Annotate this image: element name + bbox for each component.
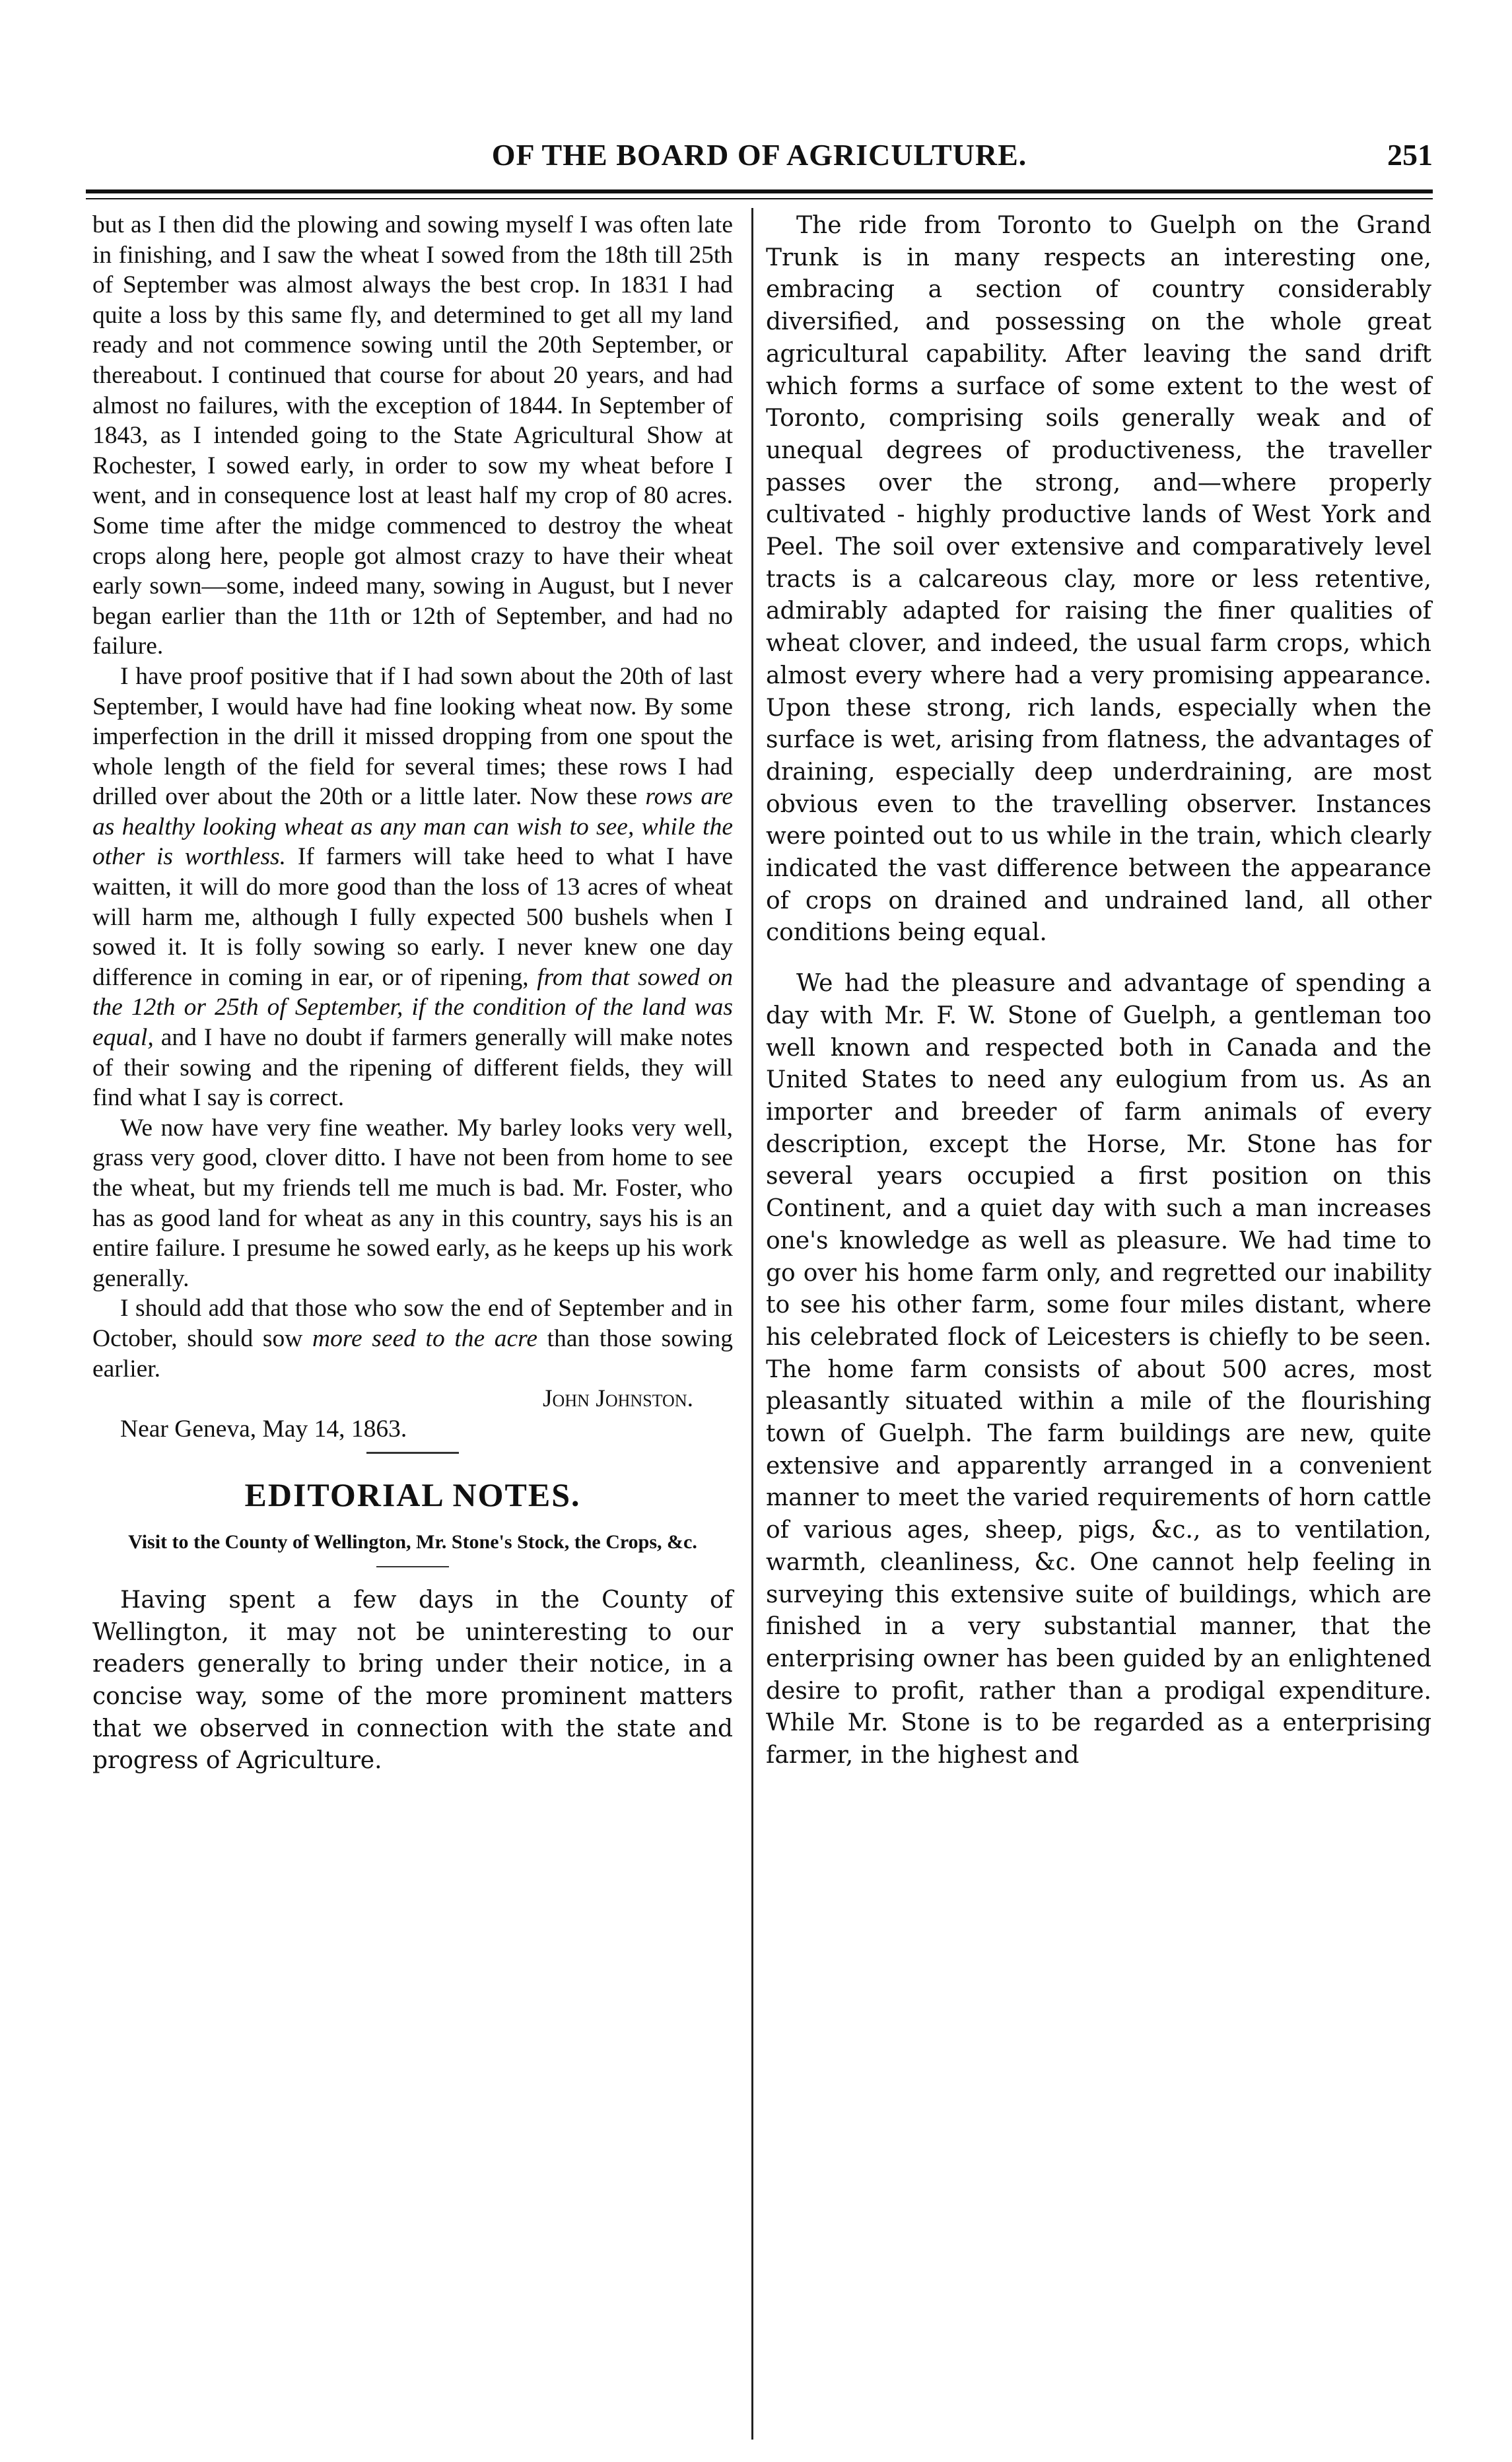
letter-signature: John Johnston.	[542, 1385, 693, 1413]
editorial-heading: EDITORIAL NOTES.	[244, 1476, 581, 1514]
letter-paragraph-2-text-c: and I have no doubt if farmers generally will make notes of their sowing and the ripening of different fields, they will find what I say is correct.	[92, 1024, 733, 1112]
page-number: 251	[1387, 138, 1433, 172]
column-divider	[751, 208, 753, 2440]
header-rule-thin	[86, 198, 1433, 199]
letter-paragraph-4-text-a: I should add that those who sow the end of September and in October, should sow	[92, 1295, 733, 1352]
letter-paragraph-2	[92, 662, 733, 1113]
running-title: OF THE BOARD OF AGRICULTURE.	[491, 138, 1027, 172]
letter-paragraph-2-italic-2: from that sowed on the 12th or 25th of September, if the condition of the land was equal,	[92, 963, 733, 1052]
right-column	[766, 210, 1431, 1772]
subheading-rule	[376, 1566, 449, 1567]
editorial-paragraph-1: Having spent a few days in the County of Wellington, it may not be uninteresting to our readers generally to bring under their notice, in a concise way, some of the more prominent matters that we observed in connection with the state and progress of Agriculture.	[92, 1586, 733, 1775]
letter-paragraph-4-text-b: than those sowing earlier.	[92, 1324, 733, 1383]
left-column	[92, 210, 733, 1777]
editorial-subheading: Visit to the County of Wellington, Mr. Stone's Stock, the Crops, &c.	[128, 1530, 697, 1553]
editorial-paragraph-2: The ride from Toronto to Guelph on the Grand Trunk is in many respects an interesting one, embracing a section of country considerably diversified, and possessing on the whole great agricultural capability. After leaving the sand drift which forms a surface of some extent to the west of Toronto, comprising soils generally weak and of unequal degrees of productiveness, the traveller passes over the strong, and—where properly cultivated - highly productive lands of West York and Peel. The soil over extensive and comparatively level tracts is a calcareous clay, more or less retentive, admirably adapted for raising the finer qualities of wheat clover, and indeed, the usual farm crops, which almost every where had a very promising appearance. Upon these strong, rich lands, especially when the surface is wet, arising from flatness, the advantages of draining, especially deep underdraining, are most obvious even to the travelling observer. Instances were pointed out to us while in the train, which clearly indicated the vast difference between the appearance of crops on drained and undrained land, all other conditions being equal.	[766, 212, 1431, 947]
letter-paragraph-4	[92, 1293, 733, 1384]
letter-paragraph-3: We now have very fine weather. My barley looks very well, grass very good, clover ditto. I have not been from home to see the wheat, but my friends tell me much is bad. Mr. Foster, who has as good land for wheat as any in this country, says his is an entire failure. I presume he sowed early, as he keeps up his work generally.	[92, 1114, 733, 1292]
editorial-paragraph-3: We had the pleasure and advantage of spending a day with Mr. F. W. Stone of Guelph, a gentleman too well known and respected both in Canada and the United States to need any eulogium from us. As an importer and breeder of farm animals of every description, except the Horse, Mr. Stone has for several years occupied a first position on this Continent, and a quiet day with such a man increases one's knowledge as well as pleasure. We had time to go over his home farm only, and regretted our inability to see his other farm, some four miles distant, where his celebrated flock of Leicesters is chiefly to be seen. The home farm consists of about 500 acres, most pleasantly situated within a mile of the flourishing town of Guelph. The farm buildings are new, quite extensive and apparently arranged in a convenient manner to meet the varied requirements of horn cattle of various ages, sheep, pigs, &c., as to ventilation, warmth, cleanliness, &c. One cannot help feeling in surveying this extensive suite of buildings, which are finished in a very substantial manner, that the enterprising owner has been guided by an enlightened desire to profit, rather than a prodigal expenditure. While Mr. Stone is to be regarded as a enterprising farmer, in the highest and	[766, 970, 1431, 1769]
letter-paragraph-4-italic: more seed to the acre	[312, 1324, 538, 1352]
letter-paragraph-2-italic-1: rows are as healthy looking wheat as any man can wish to see, while the other is worthless.	[92, 783, 733, 871]
section-ornament	[366, 1452, 459, 1454]
page-header	[86, 137, 1433, 177]
letter-paragraph-2-text-b: If farmers will take heed to what I have waitten, it will do more good than the loss of 13 acres of wheat will harm me, although I fully expected 500 bushels when I sowed it. It is folly sowing so early. I never knew one day difference in coming in ear, or of ripening,	[92, 843, 733, 991]
letter-paragraph-1: but as I then did the plowing and sowing myself I was often late in finishing, and I saw the wheat I sowed from the 18th till 25th of September was almost always the best crop. In 1831 I had quite a loss by this same fly, and determined to get all my land ready and not commence sowing until the 20th September, or thereabout. I continued that course for about 20 years, and had almost no failures, with the exception of 1844. In September of 1843, as I intended going to the State Agricultural Show at Rochester, I sowed early, in order to sow my wheat before I went, and in consequence lost at least half my crop of 80 acres. Some time after the midge commenced to destroy the wheat crops along here, people got almost crazy to have their wheat early sown—some, indeed many, sowing in August, but I never began earlier than the 11th or 12th of September, and had no failure.	[92, 211, 733, 660]
header-rule-thick	[86, 189, 1433, 193]
letter-dateline: Near Geneva, May 14, 1863.	[120, 1415, 407, 1443]
letter-paragraph-2-text-a: I have proof positive that if I had sown about the 20th of last September, I would have had fine looking wheat now. By some imperfection in the drill it missed dropping from one spout the whole length of the field for several times; these rows I had drilled over about the 20th or a little later. Now these	[92, 662, 733, 811]
